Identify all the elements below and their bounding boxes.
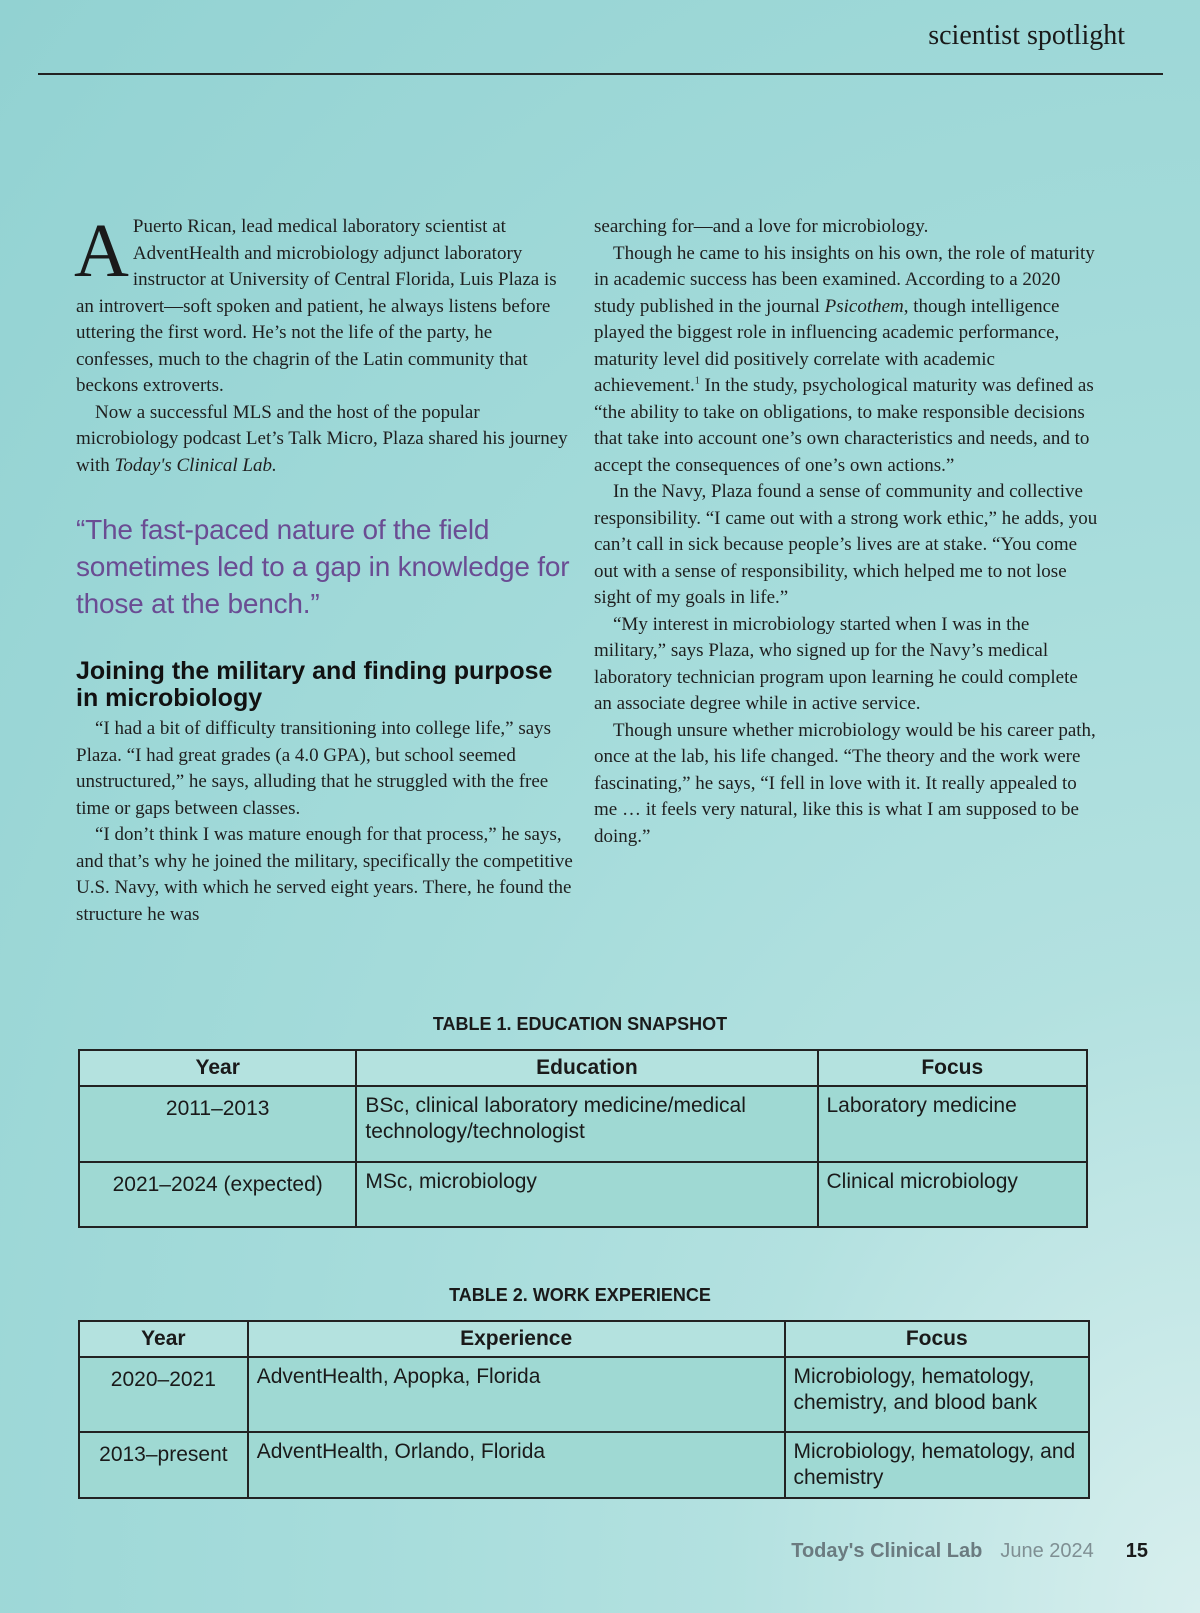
- table-cell: Clinical microbiology: [818, 1162, 1088, 1227]
- table-row: [79, 1357, 1089, 1432]
- pull-quote: “The fast-paced nature of the field sometimes led to a gap in knowledge for those at the bench.”: [76, 514, 570, 619]
- table-cell: Laboratory medicine: [818, 1086, 1088, 1162]
- header-rule: [38, 73, 1163, 75]
- table-row: [79, 1432, 1089, 1498]
- footnote-ref: 1: [694, 375, 700, 387]
- magazine-name: Today's Clinical Lab: [791, 1540, 983, 1562]
- drop-cap: A: [74, 209, 129, 293]
- column-header: Experience: [248, 1321, 785, 1357]
- table-cell: Microbiology, hematology, and chemistry: [785, 1432, 1090, 1498]
- column-header: Focus: [785, 1321, 1090, 1357]
- page-footer: [791, 1540, 1148, 1563]
- paragraph: “My interest in microbiology started when I was in the military,” says Plaza, who signed up for the Navy’s medical laboratory technician program upon learning he could complete an associate degree while in active service.: [594, 613, 1078, 714]
- table-cell: MSc, microbiology: [356, 1162, 817, 1227]
- table-cell: 2021–2024 (expected): [79, 1162, 356, 1227]
- paragraph: searching for—and a love for microbiology.: [594, 216, 929, 237]
- table-cell: Microbiology, hematology, chemistry, and blood bank: [785, 1357, 1090, 1432]
- table-cell: 2011–2013: [79, 1086, 356, 1162]
- section-heading: Joining the military and finding purpose in microbiology: [76, 657, 553, 712]
- education-table: [78, 1049, 1088, 1228]
- column-header: Year: [79, 1050, 356, 1086]
- table2-title: TABLE 2. WORK EXPERIENCE: [449, 1285, 711, 1305]
- column-header: Focus: [818, 1050, 1088, 1086]
- table-row: [79, 1162, 1087, 1227]
- paragraph: In the Navy, Plaza found a sense of community and collective responsibility. “I came out with a strong work ethic,” he adds, you can’t call in sick because people’s lives are at stake. “You come out with a sense of responsibility, which helped me to not lose sight of my goals in life.”: [594, 481, 1098, 608]
- article-column-left: [74, 209, 573, 928]
- table-cell: AdventHealth, Orlando, Florida: [248, 1432, 785, 1498]
- table-cell: AdventHealth, Apopka, Florida: [248, 1357, 785, 1432]
- paragraph: Though he came to his insights on his own, the role of maturity in academic success has been examined. According to a 2020 study published in the journal Psicothem, though intelligence played the biggest role in influencing academic performance, maturity level did positively correlate with academic achievement.$^1$ In the study, psychological maturity was defined as “the ability to take on obligations, to make responsible decisions that take into account one’s own characteristics and needs, and to accept the consequences of one’s own actions.”: [594, 242, 1095, 476]
- column-header: Year: [79, 1321, 248, 1357]
- paragraph: Now a successful MLS and the host of the popular microbiology podcast Let’s Talk Micro, Plaza shared his journey with Today's Clinical Lab.: [76, 401, 568, 476]
- table-header-row: [79, 1321, 1089, 1357]
- table1-title: TABLE 1. EDUCATION SNAPSHOT: [432, 1014, 728, 1034]
- table-cell: 2013–present: [79, 1432, 248, 1498]
- paragraph: “I don’t think I was mature enough for that process,” he says, and that’s why he joined the military, specifically the competitive U.S. Navy, with which he served eight years. There, he found the structure he was: [76, 824, 573, 925]
- issue-date: June 2024: [1000, 1540, 1094, 1562]
- journal-name: Psicothem: [824, 295, 904, 317]
- table-row: [79, 1086, 1087, 1162]
- table-header-row: [79, 1050, 1087, 1086]
- table-cell: BSc, clinical laboratory medicine/medical technology/technologist: [356, 1086, 817, 1162]
- table-cell: 2020–2021: [79, 1357, 248, 1432]
- page-number: 15: [1125, 1540, 1148, 1562]
- section-label: scientist spotlight: [928, 20, 1125, 51]
- work-experience-table: [78, 1320, 1090, 1499]
- column-header: Education: [356, 1050, 817, 1086]
- intro-paragraph: A Puerto Rican, lead medical laboratory scientist at AdventHealth and microbiology adjunct laboratory instructor at University of Central Florida, Luis Plaza is an introvert—soft spoken and patient, he always listens before uttering the first word. He’s not the life of the party, he confesses, much to the chagrin of the Latin community that beckons extroverts.: [74, 209, 557, 396]
- paragraph: “I had a bit of difficulty transitioning into college life,” says Plaza. “I had great grades (a 4.0 GPA), but school seemed unstructured,” he says, alluding that he struggled with the free time or gaps between classes.: [76, 718, 552, 819]
- publication-name: Today's Clinical Lab.: [114, 454, 277, 476]
- paragraph: Though unsure whether microbiology would be his career path, once at the lab, his life changed. “The theory and the work were fascinating,” he says, “I fell in love with it. It really appealed to me … it feels very natural, like this is what I am supposed to be doing.”: [594, 719, 1096, 847]
- article-column-right: [594, 214, 1099, 850]
